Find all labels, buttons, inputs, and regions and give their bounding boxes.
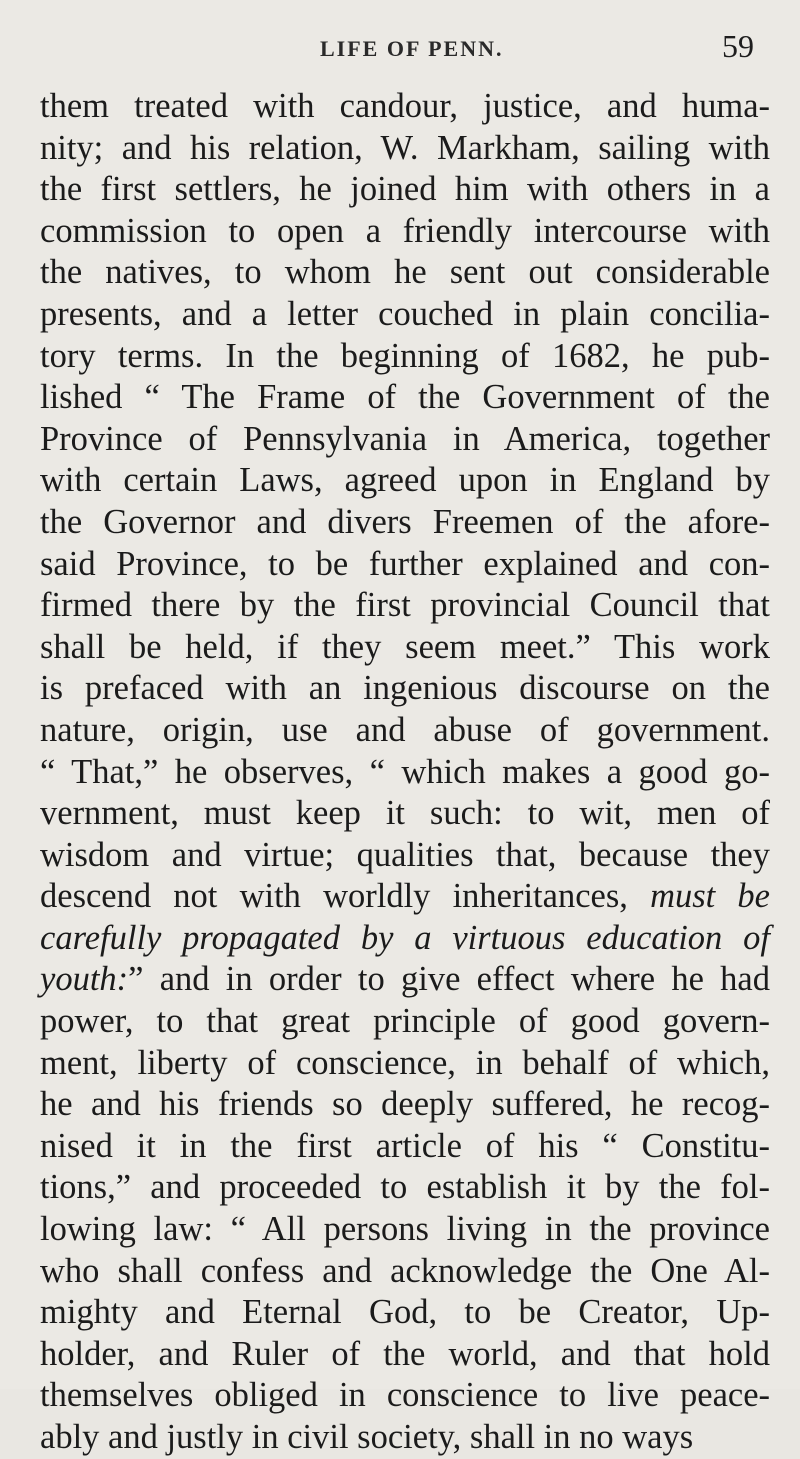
text-line: tions,” and proceeded to establish it by the fol-	[40, 1168, 770, 1207]
text-line-roman: ” and in order to give effect where he had	[128, 960, 770, 999]
text-line: nised it in the first article of his “ Constitu-	[40, 1126, 770, 1165]
text-line	[40, 959, 770, 1001]
text-line: firmed there by the first provincial Council that	[40, 586, 770, 625]
text-line: tory terms. In the beginning of 1682, he pub-	[40, 336, 770, 375]
text-line: is prefaced with an ingenious discourse on the	[40, 669, 770, 708]
text-line: mighty and Eternal God, to be Creator, Up-	[40, 1293, 770, 1332]
text-line: the natives, to whom he sent out considerable	[40, 253, 770, 292]
text-line	[40, 876, 770, 918]
text-line: “ That,” he observes, “ which makes a good go-	[40, 752, 770, 791]
running-head	[0, 14, 800, 64]
text-line: wisdom and virtue; qualities that, because they	[40, 835, 770, 874]
text-line: ably and justly in civil society, shall in no ways	[40, 1418, 694, 1456]
page-number: 59	[722, 28, 754, 64]
text-line: shall be held, if they seem meet.” This work	[40, 627, 770, 666]
text-line: nature, origin, use and abuse of government.	[40, 710, 770, 749]
text-line: themselves obliged in conscience to live peace-	[40, 1376, 770, 1415]
text-line: who shall confess and acknowledge the One Al-	[40, 1251, 770, 1290]
italic-phrase: carefully propagated by a virtuous education of	[40, 918, 770, 957]
text-line: the Governor and divers Freemen of the afore-	[40, 502, 770, 541]
text-line	[40, 918, 770, 960]
text-line: presents, and a letter couched in plain concilia-	[40, 294, 770, 333]
text-line: with certain Laws, agreed upon in England by	[40, 461, 770, 500]
text-line: the first settlers, he joined him with others in a	[40, 170, 770, 209]
text-line: said Province, to be further explained and con-	[40, 544, 770, 583]
italic-phrase: youth:	[40, 960, 129, 999]
running-head-title: LIFE OF PENN.	[320, 36, 504, 61]
body-text	[40, 86, 770, 1459]
text-line: power, to that great principle of good govern-	[40, 1002, 770, 1041]
text-line: Province of Pennsylvania in America, together	[40, 419, 770, 458]
text-line: nity; and his relation, W. Markham, sailing with	[40, 128, 770, 167]
text-line: commission to open a friendly intercourse with	[40, 211, 770, 250]
text-line: he and his friends so deeply suffered, he recog-	[40, 1085, 770, 1124]
text-line: ment, liberty of conscience, in behalf of which,	[40, 1043, 770, 1082]
text-line: holder, and Ruler of the world, and that hold	[40, 1334, 770, 1373]
italic-phrase: must be	[650, 877, 770, 916]
text-line: lowing law: “ All persons living in the province	[40, 1210, 770, 1249]
text-line-roman: descend not with worldly inheritances,	[40, 877, 628, 916]
text-line: lished “ The Frame of the Government of the	[40, 378, 770, 417]
text-line: vernment, must keep it such: to wit, men of	[40, 794, 770, 833]
text-line: them treated with candour, justice, and huma-	[40, 87, 770, 125]
